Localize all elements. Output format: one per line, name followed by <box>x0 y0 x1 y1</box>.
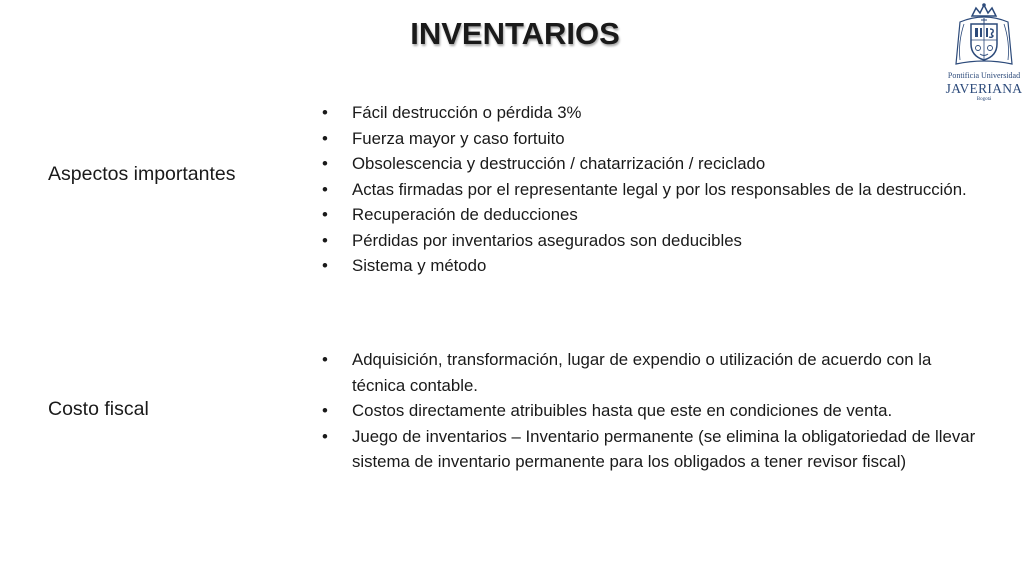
university-logo <box>944 2 1024 102</box>
logo-text-pontificia: Pontificia Universidad <box>947 71 1021 80</box>
bullet-item: • Actas firmadas por el representante legal y por los responsables de la destrucción. <box>322 177 1002 203</box>
bullet-item: • Costos directamente atribuibles hasta que este en condiciones de venta. <box>322 398 982 424</box>
bullet-item: • Fuerza mayor y caso fortuito <box>322 126 1002 152</box>
bullet-item: • Adquisición, transformación, lugar de expendio o utilización de acuerdo con la técnica contable. <box>322 347 982 398</box>
bullet-item: • Fácil destrucción o pérdida 3% <box>322 100 1002 126</box>
section-label-aspectos: Aspectos importantes <box>48 163 236 185</box>
bullet-item: • Juego de inventarios – Inventario permanente (se elimina la obligatoriedad de llevar sistema de inventario permanente para los obligados a tener revisor fiscal) <box>322 424 982 475</box>
bullet-item: • Recuperación de deducciones <box>322 202 1002 228</box>
section-label-costo-fiscal: Costo fiscal <box>48 398 149 420</box>
logo-text-bogota: Bogotá <box>976 97 992 102</box>
bullet-item: • Pérdidas por inventarios asegurados son deducibles <box>322 228 1002 254</box>
bullet-item: • Obsolescencia y destrucción / chatarrización / reciclado <box>322 151 1002 177</box>
bullet-item: • Sistema y método <box>322 253 1002 279</box>
costo-fiscal-bullet-list <box>322 347 982 475</box>
logo-text-javeriana: JAVERIANA <box>945 81 1023 96</box>
coat-of-arms-icon <box>944 2 1024 72</box>
aspectos-bullet-list <box>322 100 1002 279</box>
slide-title: INVENTARIOS <box>410 16 620 51</box>
